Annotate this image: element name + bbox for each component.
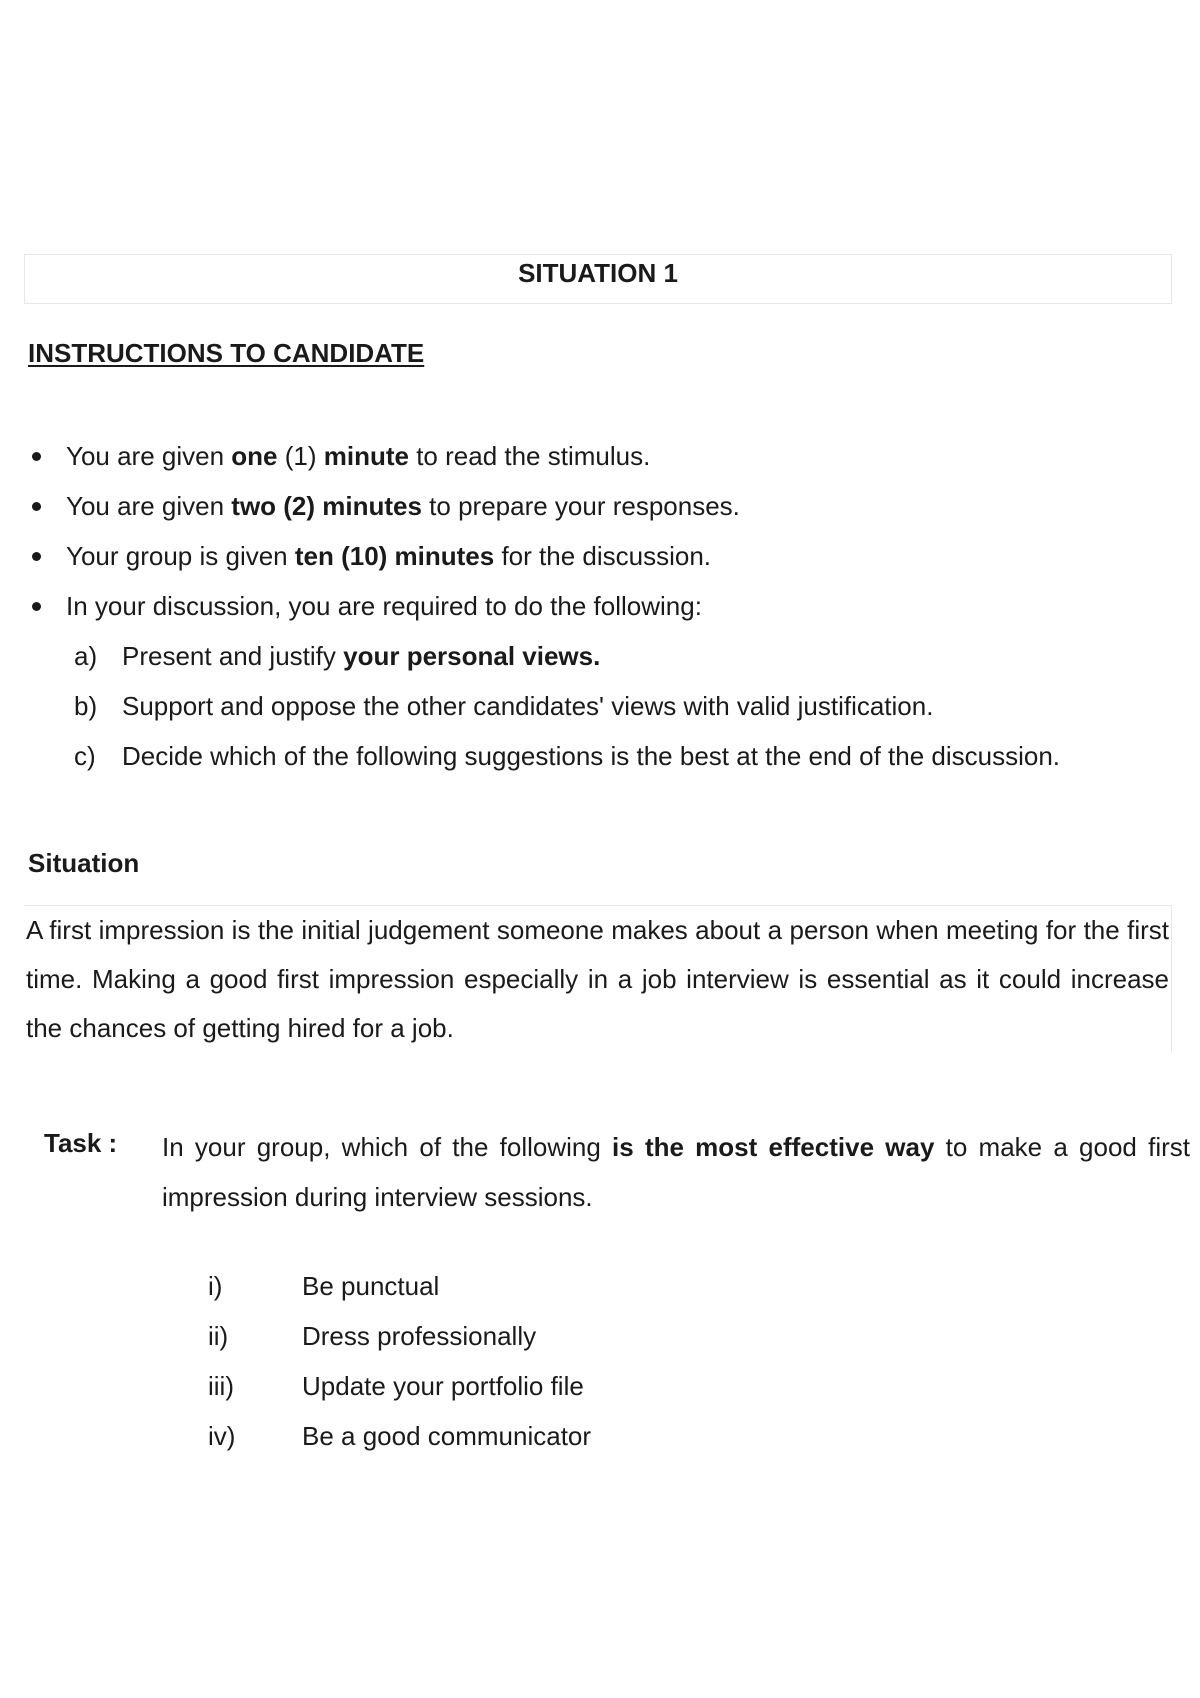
option-item: iii) Update your portfolio file <box>208 1371 584 1401</box>
instruction-item: You are given two (2) minutes to prepare your responses. <box>28 481 1168 531</box>
instruction-item: Your group is given ten (10) minutes for the discussion. <box>28 531 1168 581</box>
instruction-sub-item: a) Present and justify your personal views. <box>74 641 601 671</box>
instructions-list <box>28 431 1168 631</box>
situation-title: SITUATION 1 <box>518 258 678 288</box>
situation-paragraph: A first impression is the initial judgement someone makes about a person when meeting for the first time. Making a good first impression especially in a job interview is essential as it could increase the chances of getting hired for a job. <box>24 905 1172 1053</box>
instructions-heading: INSTRUCTIONS TO CANDIDATE <box>28 338 425 368</box>
instruction-sub-list <box>74 631 1060 781</box>
option-item: i) Be punctual <box>208 1271 440 1301</box>
option-item: ii) Dress professionally <box>208 1321 537 1351</box>
options-list <box>208 1261 591 1461</box>
option-item: iv) Be a good communicator <box>208 1421 592 1451</box>
instruction-sub-item: c) Decide which of the following suggestions is the best at the end of the discussion. <box>74 741 1061 771</box>
situation-heading: Situation <box>28 848 140 878</box>
task-text: In your group, which of the following is the most effective way to make a good first impression during interview sessions. <box>162 1132 1190 1212</box>
instruction-item: You are given one (1) minute to read the stimulus. <box>28 431 1168 481</box>
task-label: Task : <box>44 1128 118 1158</box>
instruction-item: In your discussion, you are required to do the following: <box>28 581 1168 631</box>
instruction-sub-item: b) Support and oppose the other candidates' views with valid justification. <box>74 691 934 721</box>
